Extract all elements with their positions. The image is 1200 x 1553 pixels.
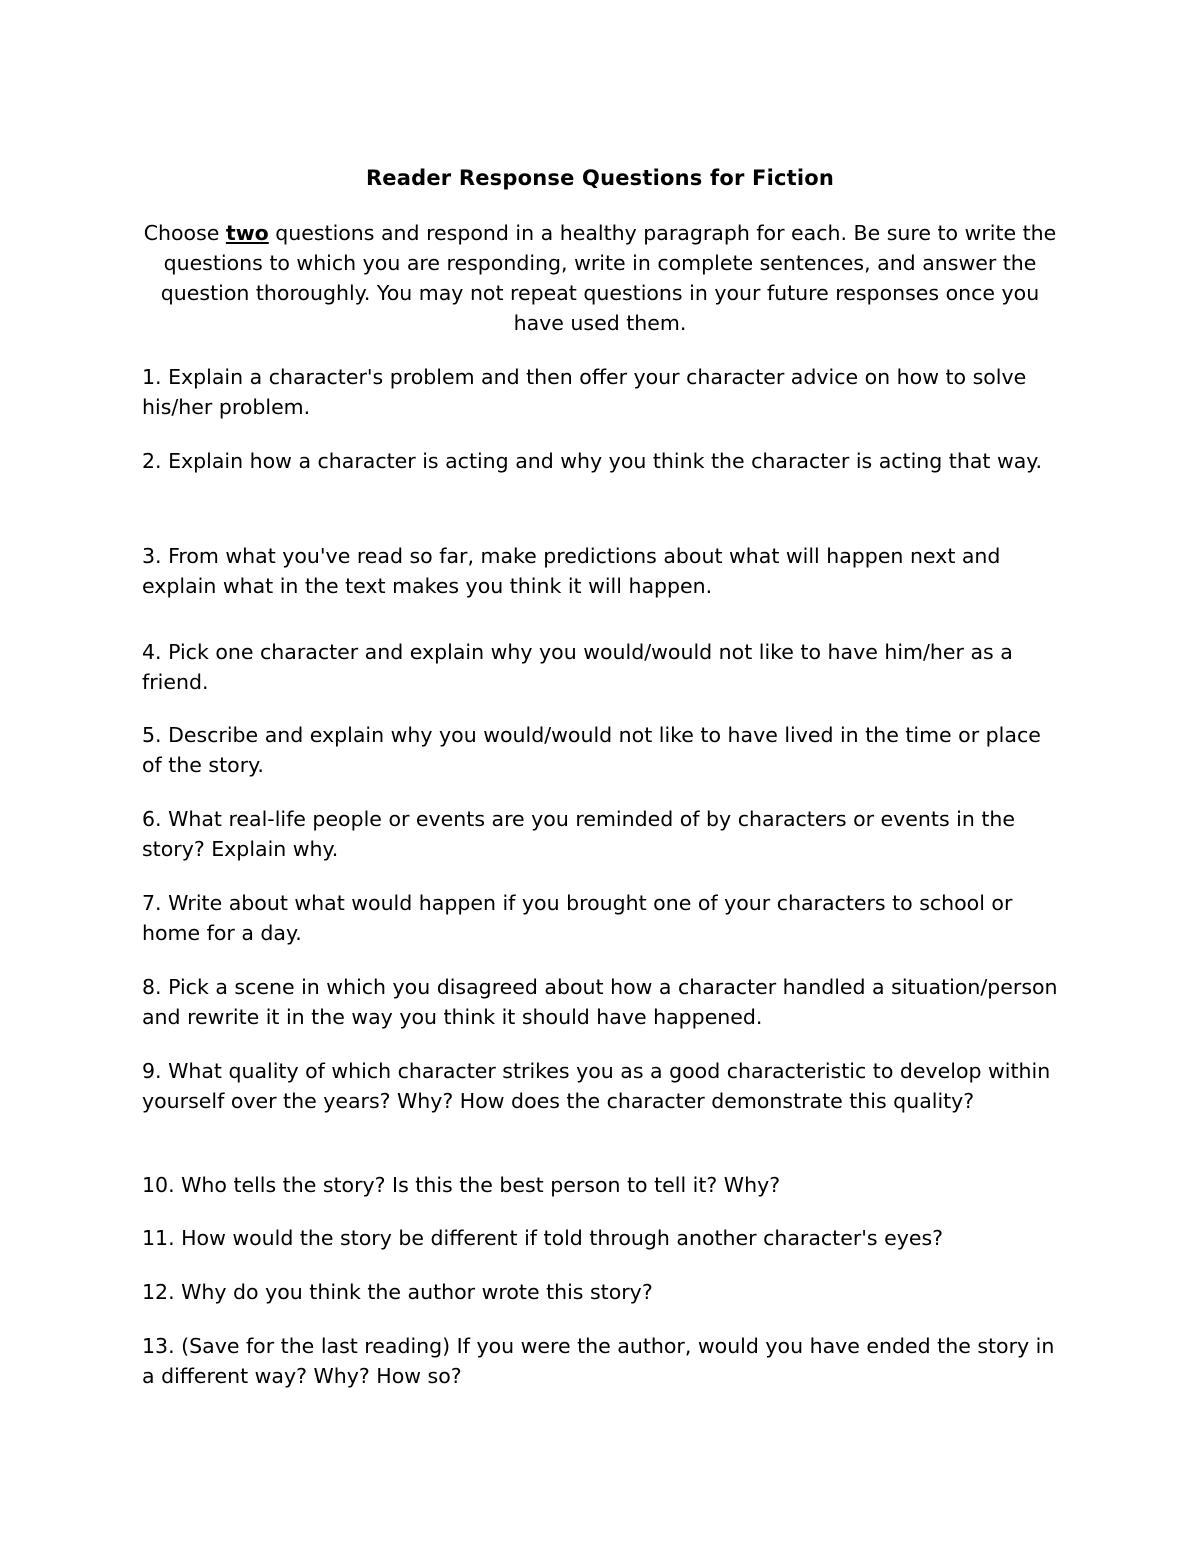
instructions-emphasis: two: [225, 221, 269, 245]
instructions-paragraph: [140, 218, 1060, 338]
instructions-text-start: Choose: [143, 221, 226, 245]
question-12: 12. Why do you think the author wrote this story?: [142, 1280, 653, 1304]
question-1: 1. Explain a character's problem and then offer your character advice on how to solve his/her problem.: [142, 365, 1027, 419]
question-9: 9. What quality of which character strikes you as a good characteristic to develop within yourself over the years? Why? How does the character demonstrate this quality?: [142, 1059, 1051, 1113]
page-title: Reader Response Questions for Fiction: [365, 166, 835, 190]
question-6: 6. What real-life people or events are you reminded of by characters or events in the story? Explain why.: [142, 807, 1015, 861]
question-3: 3. From what you've read so far, make predictions about what will happen next and explain what in the text makes you think it will happen.: [142, 544, 1001, 598]
question-13: 13. (Save for the last reading) If you were the author, would you have ended the story in a different way? Why? How so?: [142, 1334, 1055, 1388]
question-4: 4. Pick one character and explain why you would/would not like to have him/her as a friend.: [142, 640, 1013, 694]
question-2: 2. Explain how a character is acting and why you think the character is acting that way.: [142, 449, 1042, 473]
question-10: 10. Who tells the story? Is this the best person to tell it? Why?: [142, 1173, 781, 1197]
question-5: 5. Describe and explain why you would/would not like to have lived in the time or place of the story.: [142, 723, 1041, 777]
question-11: 11. How would the story be different if told through another character's eyes?: [142, 1226, 944, 1250]
question-8: 8. Pick a scene in which you disagreed about how a character handled a situation/person and rewrite it in the way you think it should have happened.: [142, 975, 1058, 1029]
question-7: 7. Write about what would happen if you brought one of your characters to school or home for a day.: [142, 891, 1013, 945]
instructions-text-rest: questions and respond in a healthy paragraph for each. Be sure to write the questions to which you are responding, write in complete sentences, and answer the question thoroughly. You may not repeat questions in your future responses once you have used them.: [160, 221, 1057, 335]
